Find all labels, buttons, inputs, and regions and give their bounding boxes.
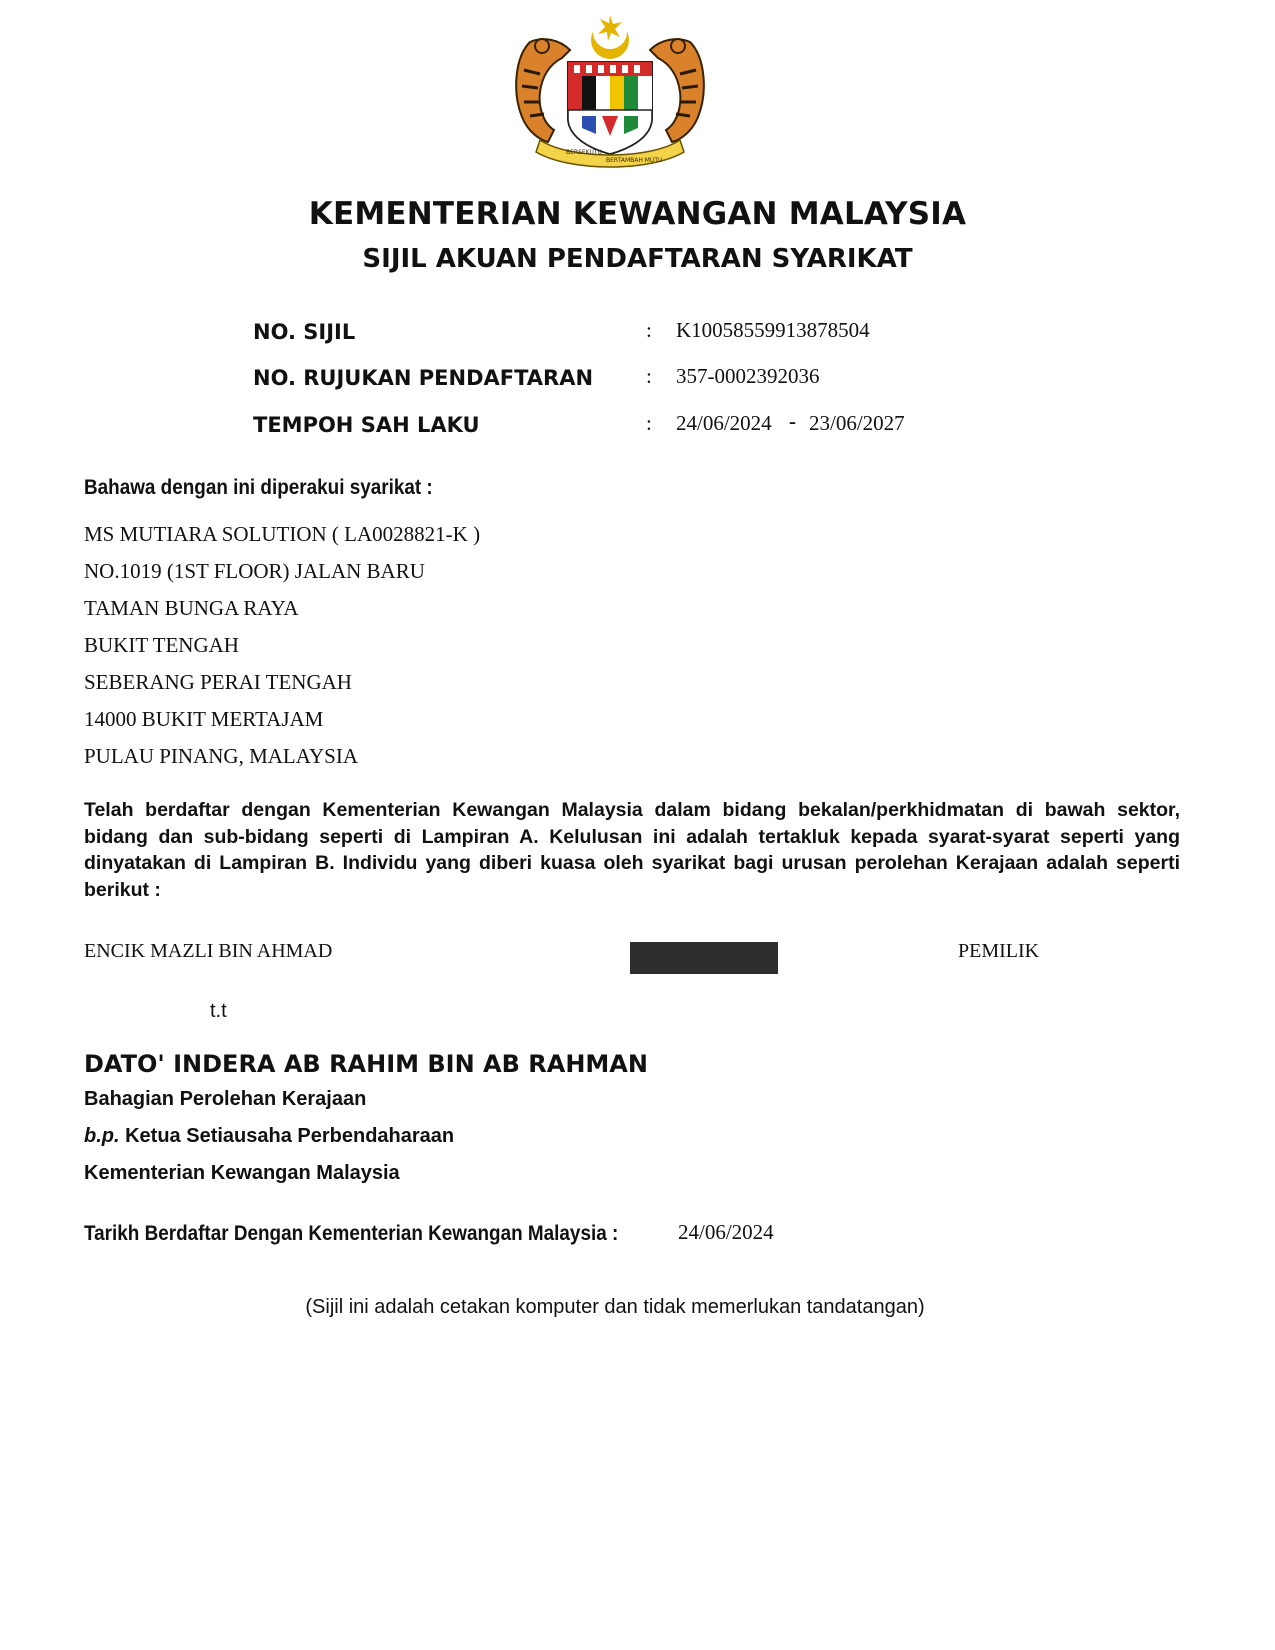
authorized-person-name: ENCIK MAZLI BIN AHMAD bbox=[84, 940, 333, 962]
address-line-3: BUKIT TENGAH bbox=[84, 633, 239, 657]
svg-text:BERSEKUTU: BERSEKUTU bbox=[566, 149, 602, 156]
cert-no-value: K10058559913878504 bbox=[676, 318, 870, 342]
ministry-title: KEMENTERIAN KEWANGAN MALAYSIA bbox=[308, 196, 967, 232]
bp-title: Ketua Setiausaha Perbendaharaan bbox=[125, 1125, 455, 1147]
validity-colon: : bbox=[646, 411, 652, 435]
authorized-person-role: PEMILIK bbox=[958, 940, 1040, 962]
registration-date-value: 24/06/2024 bbox=[678, 1220, 774, 1244]
certificate-title: SIJIL AKUAN PENDAFTARAN SYARIKAT bbox=[362, 244, 913, 274]
company-name: MS MUTIARA SOLUTION ( LA0028821-K ) bbox=[84, 522, 481, 546]
address-line-1: NO.1019 (1ST FLOOR) JALAN BARU bbox=[84, 559, 425, 583]
validity-to: 23/06/2027 bbox=[809, 411, 905, 435]
coat-of-arms-emblem bbox=[510, 12, 710, 174]
address-line-2: TAMAN BUNGA RAYA bbox=[84, 596, 299, 620]
validity-label: TEMPOH SAH LAKU bbox=[253, 413, 480, 437]
computer-generated-note: (Sijil ini adalah cetakan komputer dan tidak memerlukan tandatangan) bbox=[305, 1296, 925, 1318]
signatory-division: Bahagian Perolehan Kerajaan bbox=[84, 1088, 367, 1110]
cert-no-colon: : bbox=[646, 318, 652, 342]
bp-prefix: b.p. bbox=[84, 1125, 120, 1147]
redacted-id-block bbox=[630, 942, 778, 974]
validity-dash: - bbox=[789, 409, 796, 433]
address-line-4: SEBERANG PERAI TENGAH bbox=[84, 670, 352, 694]
reg-ref-value: 357-0002392036 bbox=[676, 364, 820, 388]
signatory-title-line bbox=[84, 1125, 454, 1148]
signatory-ministry: Kementerian Kewangan Malaysia bbox=[84, 1162, 400, 1184]
address-line-6: PULAU PINANG, MALAYSIA bbox=[84, 744, 358, 768]
signatory-name: DATO' INDERA AB RAHIM BIN AB RAHMAN bbox=[84, 1050, 648, 1078]
reg-ref-colon: : bbox=[646, 364, 652, 388]
reg-ref-label: NO. RUJUKAN PENDAFTARAN bbox=[253, 366, 594, 390]
address-line-5: 14000 BUKIT MERTAJAM bbox=[84, 707, 324, 731]
cert-no-label: NO. SIJIL bbox=[253, 320, 356, 344]
registration-date-label: Tarikh Berdaftar Dengan Kementerian Kewangan Malaysia : bbox=[84, 1222, 619, 1245]
registration-paragraph: Telah berdaftar dengan Kementerian Kewangan Malaysia dalam bidang bekalan/perkhidmatan di bawah sektor, bidang dan sub-bidang seperti di Lampiran A. Kelulusan ini adalah tertakluk kepada syarat-syarat seperti yang dinyatakan di Lampiran B. Individu yang diberi kuasa oleh syarikat bagi urusan perolehan Kerajaan adalah seperti berikut : bbox=[84, 799, 1180, 901]
intro-statement: Bahawa dengan ini diperakui syarikat : bbox=[84, 476, 433, 499]
tt-mark: t.t bbox=[210, 1000, 227, 1022]
validity-from: 24/06/2024 bbox=[676, 411, 772, 435]
svg-text:BERTAMBAH MUTU: BERTAMBAH MUTU bbox=[606, 157, 663, 164]
